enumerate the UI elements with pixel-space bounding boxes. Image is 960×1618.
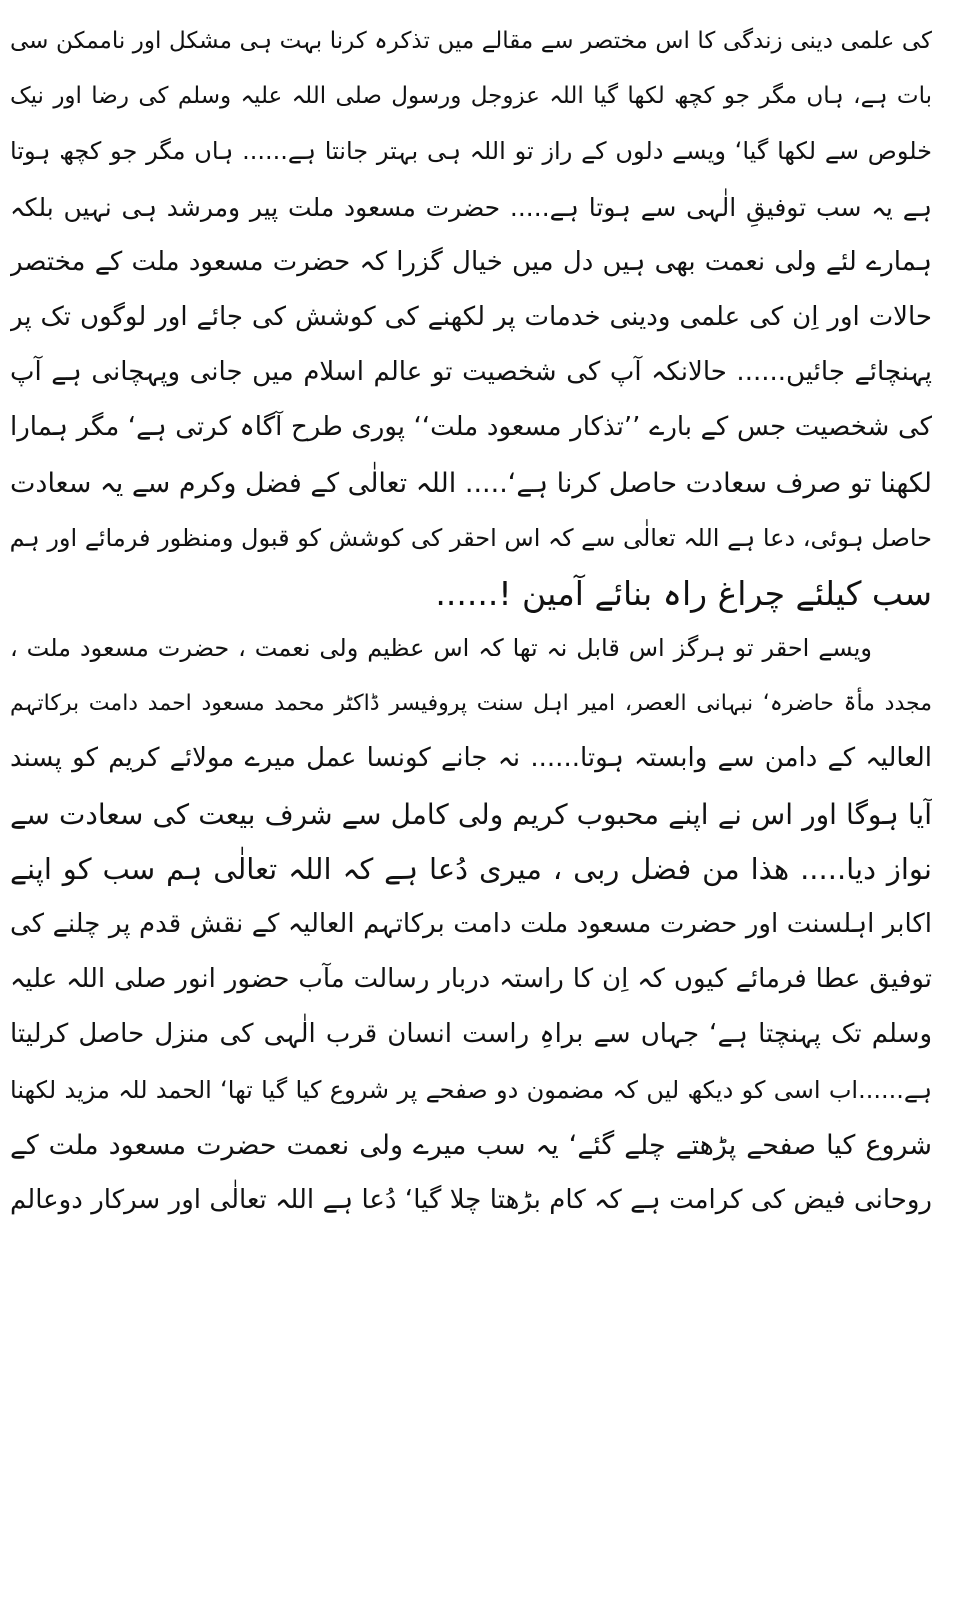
text-line-15: آیا ہوگا اور اس نے اپنے محبوب کریم ولی کامل سے شرف بیعت کی سعادت سے bbox=[10, 797, 932, 831]
text-line-17: اکابر اہلسنت اور حضرت مسعود ملت دامت برکاتہم العالیہ کے نقش قدم پر چلنے کی bbox=[10, 909, 932, 939]
text-line-16: نواز دیا..... ھذا من فضل ربی ، میری دُعا ہے کہ اللہ تعالٰی ہم سب کو اپنے bbox=[10, 851, 932, 886]
text-line-6: حالات اور اِن کی علمی ودینی خدمات پر لکھنے کی کوشش کی جائے اور لوگوں تک پر bbox=[10, 301, 932, 332]
text-line-21: شروع کیا صفحے پڑھتے چلے گئے‘ یہ سب میرے ولی نعمت حضرت مسعود ملت کے bbox=[10, 1129, 932, 1161]
text-line-3: خلوص سے لکھا گیا‘ ویسے دلوں کے راز تو اللہ ہی بہتر جانتا ہے...... ہاں مگر جو کچھ ہوتا bbox=[10, 137, 932, 166]
text-line-11: سب کیلئے چراغ راہ بنائے آمین !...... bbox=[435, 573, 932, 613]
text-line-18: توفیق عطا فرمائے کیوں کہ اِن کا راستہ دربار رسالت مآب حضور انور صلی اللہ علیہ bbox=[10, 964, 932, 995]
text-line-1: کی علمی دینی زندگی کا اس مختصر سے مقالے میں تذکرہ کرنا بہت ہی مشکل اور ناممکن سی bbox=[10, 28, 932, 54]
text-line-19: وسلم تک پہنچتا ہے‘ جہاں سے براہِ راست انسان قرب الٰہی کی منزل حاصل کرلیتا bbox=[10, 1019, 932, 1050]
text-line-20: ہے......اب اسی کو دیکھ لیں کہ مضمون دو صفحے پر شروع کیا گیا تھا‘ الحمد للہ مزید لکھنا bbox=[10, 1075, 932, 1104]
text-line-12: ویسے احقر تو ہرگز اس قابل نہ تھا کہ اس عظیم ولی نعمت ، حضرت مسعود ملت ، bbox=[10, 634, 873, 663]
text-line-4: ہے یہ سب توفیقِ الٰہی سے ہوتا ہے..... حضرت مسعود ملت پیر ومرشد ہی نہیں بلکہ bbox=[10, 192, 932, 222]
body-text bbox=[10, 14, 932, 1228]
text-line-2: بات ہے، ہاں مگر جو کچھ لکھا گیا اللہ عزوجل ورسول صلی اللہ علیہ وسلم کی رضا اور نیک bbox=[10, 83, 932, 110]
text-line-9: لکھنا تو صرف سعادت حاصل کرنا ہے‘..... اللہ تعالٰی کے فضل وکرم سے یہ سعادت bbox=[10, 467, 932, 499]
text-line-22: روحانی فیض کی کرامت ہے کہ کام بڑھتا چلا گیا‘ دُعا ہے اللہ تعالٰی اور سرکار دوعالم bbox=[10, 1184, 932, 1215]
text-line-10: حاصل ہوئی، دعا ہے اللہ تعالٰی سے کہ اس احقر کی کوشش کو قبول ومنظور فرمائے اور ہم bbox=[10, 523, 932, 552]
text-line-13: مجدد مأۃ حاضرہ‘ نبہانی العصر، امیر اہل سنت پروفیسر ڈاکٹر محمد مسعود احمد دامت برکاتہم bbox=[10, 691, 932, 717]
text-line-7: پہنچائے جائیں...... حالانکہ آپ کی شخصیت تو عالم اسلام میں جانی وپہچانی ہے آپ bbox=[10, 357, 932, 388]
text-line-8: کی شخصیت جس کے بارے ’’تذکار مسعود ملت‘‘ پوری طرح آگاہ کرتی ہے‘ مگر ہمارا bbox=[10, 412, 932, 443]
text-line-14: العالیہ کے دامن سے وابستہ ہوتا...... نہ جانے کونسا عمل میرے مولائے کریم کو پسند bbox=[10, 743, 932, 774]
text-line-5: ہمارے لئے ولی نعمت بھی ہیں دل میں خیال گزرا کہ حضرت مسعود ملت کے مختصر bbox=[10, 246, 932, 277]
